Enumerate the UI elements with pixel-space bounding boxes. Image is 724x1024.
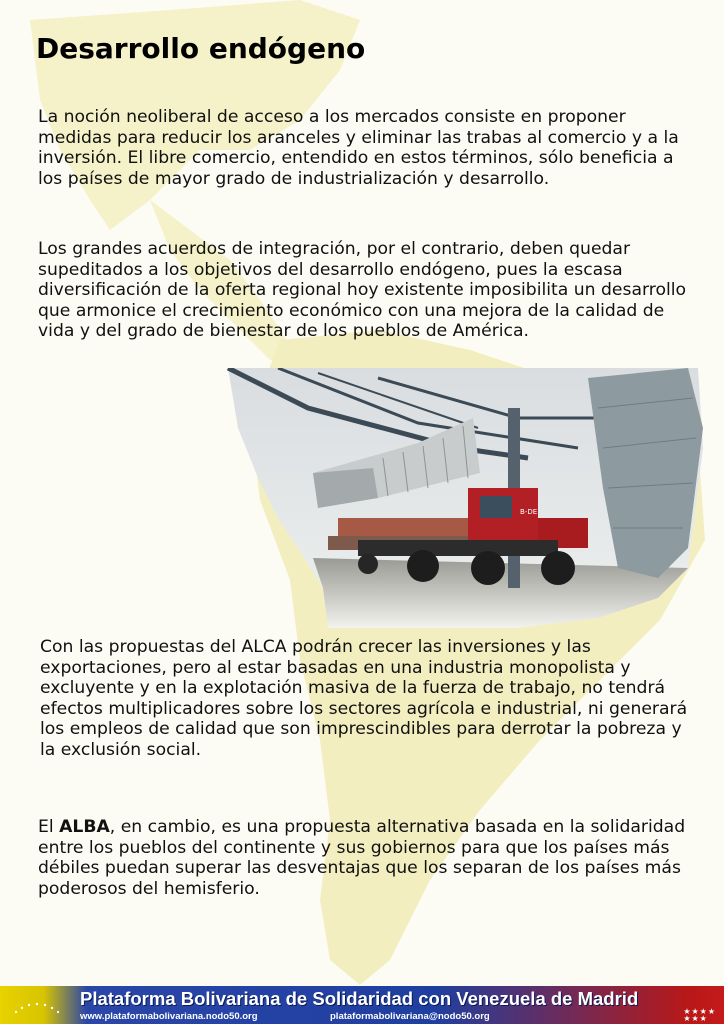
footer-email-link[interactable]: plataformabolivariana@nodo50.org — [330, 1011, 490, 1022]
paragraph-neoliberal: La noción neoliberal de acceso a los mercados consiste en proponer medidas para reducir los aranceles y eliminar las trabas al comercio y a la inversión. El libre comercio, entendido en estos términos, sólo beneficia a los países de mayor grado de industrialización y desarrollo. — [38, 107, 679, 189]
port-container-photo — [218, 368, 708, 628]
page-title: Desarrollo endógeno — [36, 32, 366, 65]
paragraph-integracion: Los grandes acuerdos de integración, por el contrario, deben quedar supeditados a los objetivos del desarrollo endógeno, pues la escasa diversificación de la oferta regional hoy existente imposibilita un desarrollo que armonice el crecimiento económico con una mejora de la calidad de vida y del grado de bienestar de los pueblos de América. — [38, 239, 687, 341]
alba-rest: , en cambio, es una propuesta alternativa basada en la solidaridad entre los pueblos del continente y sus gobiernos para que los países más débiles puedan superar las desventajas que los separan de los países más poderosos del hemisferio. — [38, 817, 686, 899]
footer-banner — [0, 986, 724, 1024]
paragraph-alba — [38, 817, 698, 899]
alba-lead: El — [38, 817, 60, 837]
paragraph-alca: Con las propuestas del ALCA podrán crecer las inversiones y las exportaciones, pero al estar basadas en una industria monopolista y excluyente y en la explotación masiva de la fuerza de trabajo, no tendrá efectos multiplicadores sobre los sectores agrícola e industrial, ni generará los empleos de calidad que son imprescindibles para derrotar la pobreza y la exclusión social. — [40, 637, 688, 760]
alba-bold: ALBA — [59, 817, 110, 837]
footer-website-link[interactable]: www.plataformabolivariana.nodo50.org — [80, 1011, 258, 1022]
venezuela-stars-icon — [8, 996, 68, 1016]
footer-title: Plataforma Bolivariana de Solidaridad con Venezuela de Madrid — [80, 988, 639, 1009]
madrid-stars-icon: ★★★★ ★★★ — [683, 1007, 716, 1023]
truck-label: B-DE — [520, 508, 538, 516]
